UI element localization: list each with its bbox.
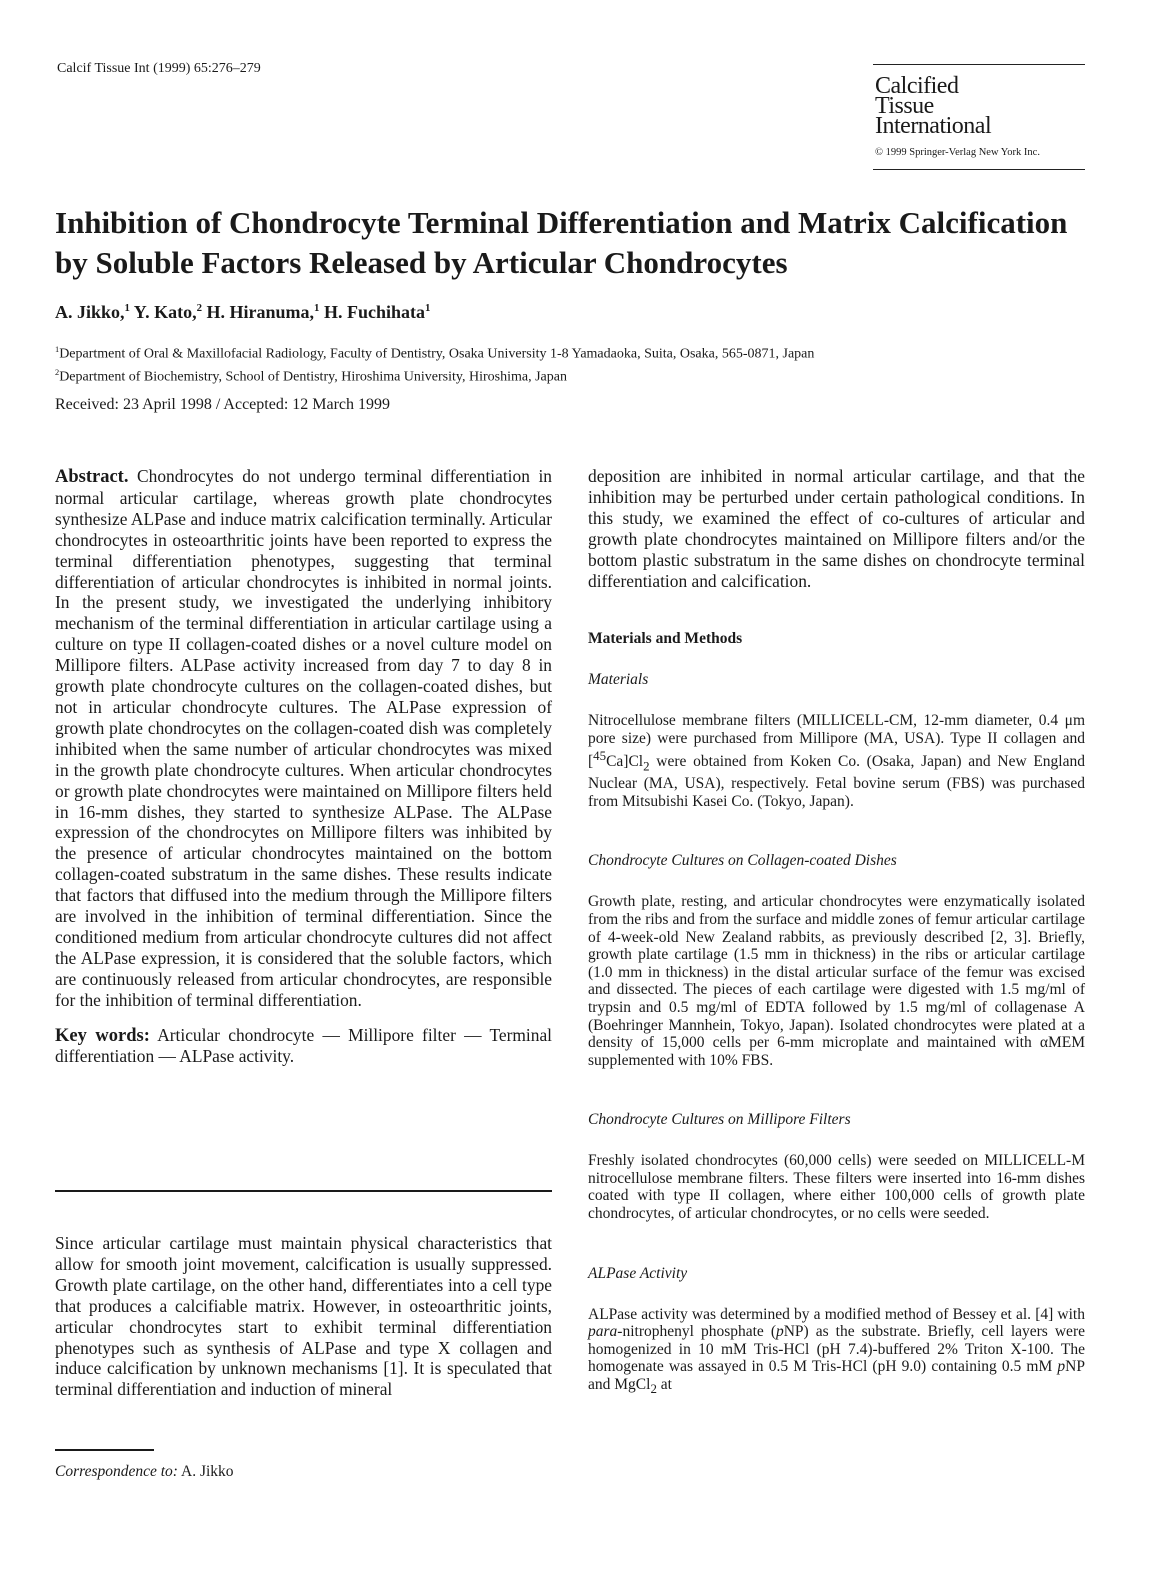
materials-paragraph — [588, 712, 1085, 810]
logo-line-3: International — [875, 113, 992, 139]
section-heading-materials-methods: Materials and Methods — [588, 630, 743, 648]
left-column — [55, 466, 552, 1067]
logo-top-rule — [873, 64, 1085, 65]
author-name: Y. Kato, — [129, 302, 197, 322]
author-affiliation-mark: 2 — [196, 302, 203, 314]
subscript: 2 — [643, 758, 650, 774]
article-title: Inhibition of Chondrocyte Terminal Differentiation and Matrix Calcification by Soluble Factors Released by Articular Chondrocytes — [55, 205, 1068, 280]
keywords — [55, 1025, 552, 1068]
logo-bottom-rule — [873, 169, 1085, 170]
greek-alpha: α — [1039, 1034, 1048, 1052]
author-affiliation-mark: 1 — [424, 302, 431, 314]
logo-line-1: Calcified — [875, 73, 959, 99]
affiliation-text: Department of Biochemistry, School of Dentistry, Hiroshima University, Hiroshima, Japan — [59, 369, 567, 385]
introduction-continued: deposition are inhibited in normal articular cartilage, and that the inhibition may be perturbed under certain pathological conditions. In this study, we examined the effect of co-cultures of articular and growth plate chondrocytes maintained on Millipore filters and/or the bottom plastic substratum in the same dishes on chondrocyte terminal differentiation and calcification. — [588, 466, 1085, 591]
logo-line-2: Tissue — [875, 93, 934, 119]
italic-term: p — [775, 1323, 784, 1341]
subheading-collagen-dishes: Chondrocyte Cultures on Collagen-coated Dishes — [588, 852, 897, 870]
footnote-divider — [55, 1449, 154, 1451]
journal-logo — [873, 64, 1085, 170]
abstract — [55, 466, 552, 1011]
affiliations — [55, 341, 1095, 386]
author-name: H. Fuchihata — [319, 302, 425, 322]
subheading-millipore-filters: Chondrocyte Cultures on Millipore Filters — [588, 1111, 851, 1129]
journal-citation: Calcif Tissue Int (1999) 65:276–279 — [57, 61, 261, 76]
correspondence-name: A. Jikko — [181, 1463, 234, 1480]
abstract-label: Abstract. — [55, 467, 129, 487]
author-list — [55, 302, 430, 323]
text-run: NP and MgCl — [588, 1358, 1085, 1393]
right-column — [588, 466, 1085, 1398]
author-affiliation-mark: 1 — [124, 302, 130, 314]
isotope-number: 45 — [593, 748, 607, 764]
keywords-label: Key words: — [55, 1025, 150, 1046]
subscript: 2 — [650, 1380, 657, 1396]
journal-logo-wordmark — [875, 73, 992, 139]
subheading-alpase-activity: ALPase Activity — [588, 1264, 688, 1282]
text-run: -nitrophenyl phosphate ( — [617, 1323, 776, 1341]
affiliation-number: 1 — [55, 345, 60, 354]
subheading-materials: Materials — [588, 671, 649, 689]
text-run: m pore size) were purchased from Millipore (MA, USA). Type II collagen and [ — [588, 712, 1085, 771]
author-name: H. Hiranuma, — [202, 302, 315, 322]
text-run: Growth plate, resting, and articular chondrocytes were enzymatically isolated from the ribs and from the surface and middle zones of femur articular cartilage of 4-week-old New Zealand rabbits, as previously described [2, 3]. Briefly, growth plate cartilage (1.5 mm in thickness) in the ribs or articular cartilage (1.0 mm in thickness) in the distal articular surface of the femur was excised and dissected. The pieces of each cartilage were digested with 1.5 mg/ml of trypsin and 0.5 mg/ml of EDTA followed by 1.5 mg/ml of collagenase A (Boehringer Mannhein, Tokyo, Japan). Isolated chondrocytes were plated at a density of 15,000 cells per 6-mm microplate and maintained with — [588, 893, 1085, 1052]
text-run: Nitrocellulose membrane filters (MILLICELL-CM, 12-mm diameter, 0.4 — [588, 712, 1065, 730]
affiliation-line — [55, 341, 1095, 364]
keywords-text: Articular chondrocyte — Millipore filter — Terminal differentiation — ALPase activity. — [55, 1024, 552, 1067]
collagen-dishes-paragraph — [588, 893, 1085, 1069]
text-run: NP) as the substrate. Briefly, cell layers were homogenized in 10 mM Tris-HCl (pH 7.4)-buffered 2% Triton X-100. The homogenate was assayed in 0.5 M Tris-HCl (pH 9.0) containing 0.5 mM — [588, 1323, 1085, 1376]
abstract-text: Chondrocytes do not undergo terminal differentiation in normal articular cartilage, whereas growth plate chondrocytes synthesize ALPase and induce matrix calcification terminally. Articular chondrocytes in osteoarthritic joints have been reported to express the terminal differentiation phenotypes, suggesting that terminal differentiation of articular chondrocytes is inhibited in normal joints. In the present study, we investigated the underlying inhibitory mechanism of the terminal differentiation in articular cartilage using a culture on type II collagen-coated dishes or a novel culture model on Millipore filters. ALPase activity increased from day 7 to day 8 in growth plate chondrocyte cultures on the collagen-coated dishes, but not in articular chondrocyte cultures. The ALPase expression of growth plate chondrocytes on the collagen-coated dish was completely inhibited when the same number of articular chondrocytes was mixed in the growth plate chondrocyte cultures. When articular chondrocytes or growth plate chondrocytes were maintained on Millipore filters held in 16-mm dishes, they started to synthesize ALPase. The ALPase expression of the chondrocytes on Millipore filters was inhibited by the presence of articular chondrocytes maintained on the bottom collagen-coated substratum in the same dishes. These results indicate that factors that diffused into the medium through the Millipore filters are involved in the inhibition of terminal differentiation. Since the conditioned medium from articular chondrocyte cultures did not affect the ALPase expression, it is considered that the soluble factors, which are continuously released from articular chondrocytes, are responsible for the inhibition of terminal differentiation. — [55, 466, 552, 1010]
affiliation-text: Department of Oral & Maxillofacial Radiology, Faculty of Dentistry, Osaka University 1-8 Yamadaoka, Suita, Osaka, 565-0871, Japan — [59, 346, 815, 362]
text-run: MEM supplemented with 10% FBS. — [588, 1034, 1085, 1069]
text-run: Ca]Cl — [606, 753, 644, 771]
abstract-divider — [55, 1190, 552, 1192]
correspondence-note — [55, 1463, 234, 1481]
text-run: at — [656, 1375, 672, 1393]
text-run: ALPase activity was determined by a modified method of Bessey et al. [4] with — [588, 1305, 1085, 1323]
author-affiliation-mark: 1 — [314, 302, 320, 314]
alpase-activity-paragraph — [588, 1306, 1085, 1398]
affiliation-line — [55, 364, 1095, 387]
introduction-paragraph: Since articular cartilage must maintain physical characteristics that allow for smooth joint movement, calcification is usually suppressed. Growth plate cartilage, on the other hand, differentiates into a cell type that produces a calcifiable matrix. However, in osteoarthritic joints, articular chondrocytes start to exhibit terminal differentiation phenotypes such as synthesis of ALPase and type X collagen and induce calcification by unknown mechanisms [1]. It is speculated that terminal differentiation and induction of mineral — [55, 1233, 552, 1400]
italic-term: para — [588, 1323, 618, 1341]
correspondence-label: Correspondence to: — [55, 1463, 178, 1480]
text-run: were obtained from Koken Co. (Osaka, Japan) and New England Nuclear (MA, USA), respectively. Fetal bovine serum (FBS) was purchased from Mitsubishi Kasei Co. (Tokyo, Japan). — [588, 753, 1085, 810]
greek-mu: μ — [1064, 712, 1073, 730]
italic-term: p — [1057, 1358, 1066, 1376]
copyright-notice: © 1999 Springer-Verlag New York Inc. — [875, 147, 1040, 158]
millipore-filters-paragraph: Freshly isolated chondrocytes (60,000 cells) were seeded on MILLICELL-M nitrocellulose membrane filters. These filters were inserted into 16-mm dishes coated with type II collagen, where either 100,000 cells of growth plate chondrocytes, of articular chondrocytes, or no cells were seeded. — [588, 1152, 1085, 1222]
author-name: A. Jikko, — [55, 302, 125, 322]
received-accepted-dates: Received: 23 April 1998 / Accepted: 12 March 1999 — [55, 396, 391, 413]
affiliation-number: 2 — [55, 367, 60, 377]
